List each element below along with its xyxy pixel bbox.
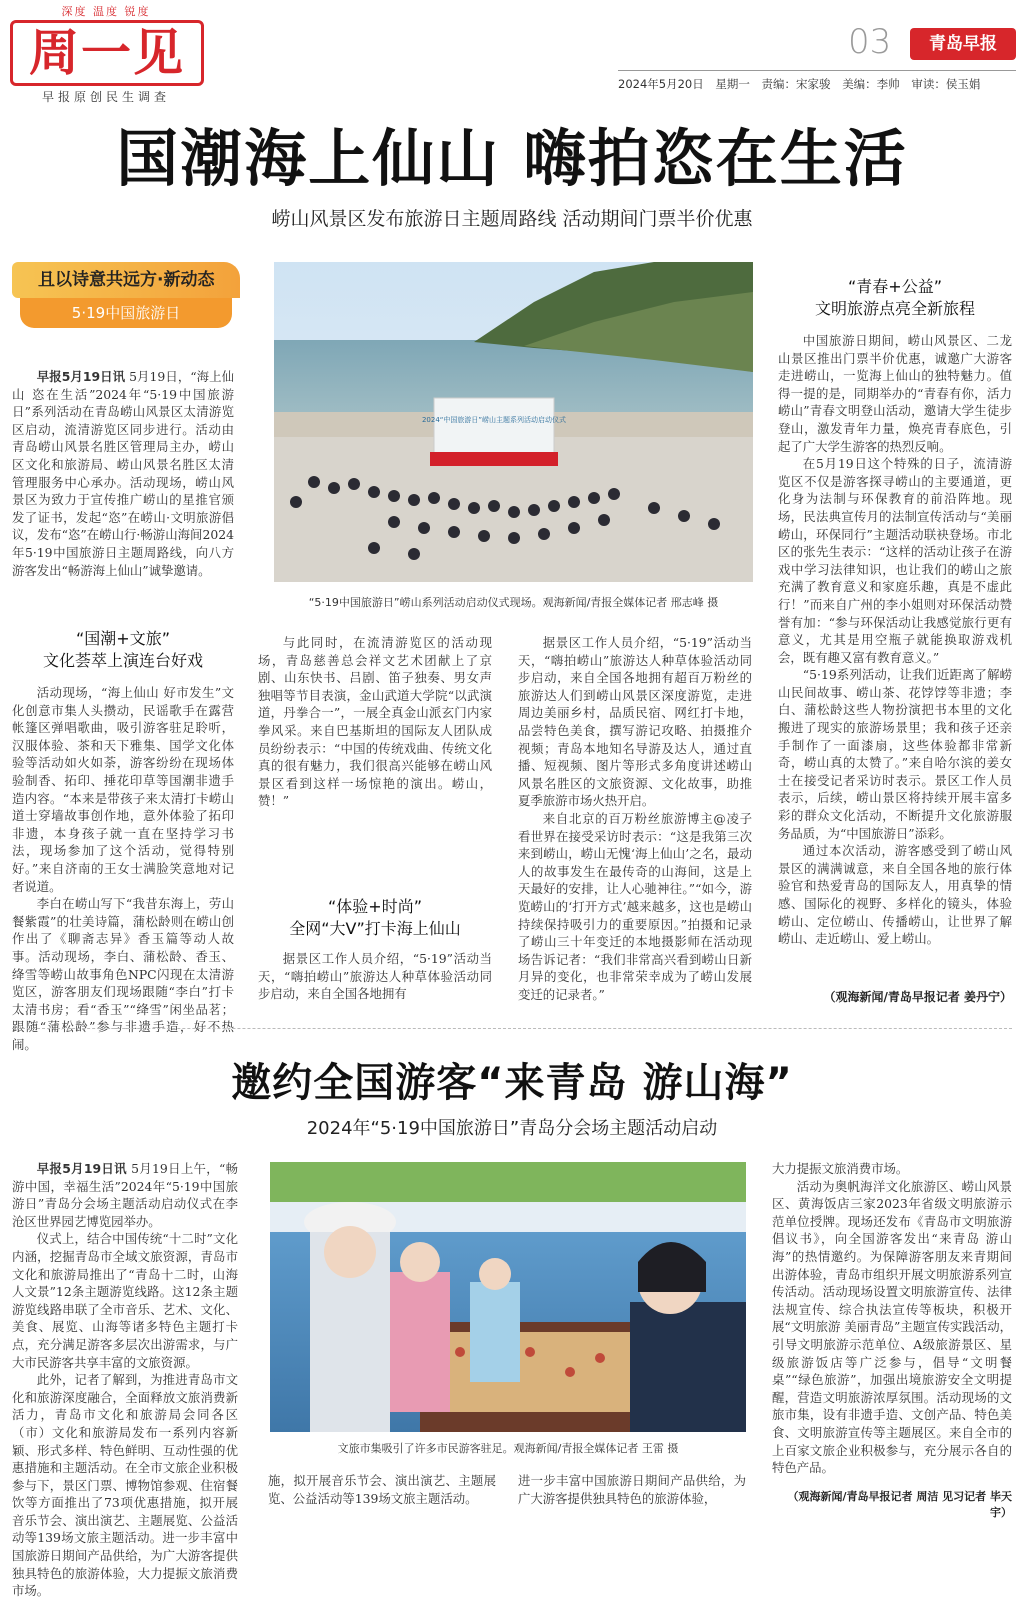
story2-byline: （观海新闻/青岛早报记者 周洁 见习记者 毕天宇） bbox=[787, 1490, 1012, 1519]
section1-text-col2 bbox=[258, 634, 492, 810]
section3-para2: 在5月19日这个特殊的日子，流清游览区不仅是游客探寻崂山的主要通道，更化身为法制与环保教育的前沿阵地。现场，民法典宣传月的法制宣传活动与“美丽崂山，环保同行”主题活动联袂登场。市北区的张先生表示：“这样的活动让孩子在游戏中学习法律知识，也让我们的崂山之旅充满了教育意义和家庭乐趣，真是不虚此行！”而来自广州的李小姐则对环保活动赞誉有加：“参与环保活动让我感觉旅行更有意义，尤其是用空瓶子就能换取游戏机会，既有趣又富有教育意义。” bbox=[778, 456, 1012, 665]
story2-lead-label: 早报5月19日讯 bbox=[36, 1161, 127, 1176]
reviewer-credit: 审读：侯玉娟 bbox=[911, 77, 981, 91]
section3-para1: 中国旅游日期间，崂山风景区、二龙山景区推出门票半价优惠，诚邀广大游客走进崂山，一览海上仙山的独特魅力。值得一提的是，同期举办的“青春有你，活力崂山”青春文明登山活动，邀请大学生徒步登山，激发青年力量，焕亮青春底色，引起了广大学生游客的热烈反响。 bbox=[778, 333, 1012, 454]
section2-para1: 据景区工作人员介绍，“5·19”活动当天，“嗨拍崂山”旅游达人种草体验活动同步启动，来自全国各地拥有超百万粉丝的旅游达人们到崂山风景区深度游览，走进周边美丽乡村，品质民宿、网红打卡地，品尝特色美食，撰写游记攻略、拍摄推介视频；青岛本地知名导游及达人，通过直播、短视频、图片等形式多角度讲述崂山风景名胜区的文旅资源、文化故事，助推夏季旅游市场火热开启。 bbox=[518, 635, 752, 809]
section2-title-line2: 全网“大V”打卡海上仙山 bbox=[289, 919, 461, 938]
story2-para4: 活动为奥帆海洋文化旅游区、崂山风景区、黄海饭店三家2023年省级文明旅游示范单位授牌。现场还发布《青岛市文明旅游倡议书》，向全国游客发出“来青岛 游山海”的热情邀约。为保障游客朋友来青期间出游体验，青岛市组织开展文明旅游系列宣传活动。活动现场设置文明旅游宣传、法律法规宣传、综合执法宣传等板块，积极开展“文明旅游 美丽青岛”主题宣传实践活动，引导文明旅游示范单位、A级旅游景区、星级旅游饭店等广泛参与，倡导“文明餐桌”“绿色旅游”，加强出境旅游安全文明提醒，营造文明旅游浓厚氛围。活动现场的文旅市集，设有非遗手造、文创产品、特色美食、文明旅游宣传等主题展区。来自全市的上百家文旅企业积极参与，充分展示各自的特色产品。 bbox=[772, 1178, 1012, 1476]
story2-photo-caption: 文旅市集吸引了许多市民游客驻足。观海新闻/青报全媒体记者 王雷 摄 bbox=[337, 1442, 679, 1455]
paper-logo-icon: 青岛早报 bbox=[910, 28, 1016, 60]
section2-title bbox=[258, 896, 492, 940]
story2-headline: 邀约全国游客“来青岛 游山海” bbox=[231, 1060, 793, 1106]
section1-title bbox=[12, 628, 234, 672]
story2-subhead: 2024年“5·19中国旅游日”青岛分会场主题活动启动 bbox=[306, 1118, 718, 1139]
stage-banner-text: 2024“中国旅游日”崂山主题系列活动启动仪式 bbox=[421, 416, 567, 424]
section2-para1-start: 据景区工作人员介绍，“5·19”活动当天，“嗨拍崂山”旅游达人种草体验活动同步启动，来自全国各地拥有 bbox=[258, 951, 492, 1002]
section1-para1: 活动现场，“海上仙山 好市发生”文化创意市集人头攒动，民谣歌手在露营帐篷区弹唱歌曲，吸引游客驻足聆听，汉服体验、茶和天下雅集、国学文化体验等活动如火如荼，游客纷纷在现场体验制香、拓印、捶花印草等国潮非遗手造内容。“本来是带孩子来太清打卡崂山道士穿墙故事创作地，意外体验了拓印非遗，本身孩子就一直在坚持学习书法，现场参加了这个活动，觉得特别好。”来自济南的王女士满脸笑意地对记者说道。 bbox=[12, 685, 234, 894]
section2-para2: 来自北京的百万粉丝旅游博主@凌子看世界在接受采访时表示：“这是我第三次来到崂山，崂山无愧‘海上仙山’之名，最动人的故事发生在最传奇的山海间，这是上天最好的安排，让人心驰神往。”“如今，游览崂山的‘打开方式’越来越多，这也是崂山持续保持吸引力的重要原因。”拍摄和记录了崂山三十年变迁的本地摄影师在活动现场告诉记者：“我们非常高兴看到崂山日新月异的变化，也非常荣幸成为了崂山发展变迁的记录者。” bbox=[518, 810, 752, 1002]
section3-text bbox=[778, 332, 1012, 988]
story2-col3-text: 进一步丰富中国旅游日期间产品供给，为广大游客提供独具特色的旅游体验， bbox=[518, 1473, 746, 1506]
section3-para3: “5·19系列活动，让我们近距离了解崂山民间故事、崂山茶、花饽饽等非遗；李白、蒲松龄这些人物扮演把书本里的文化搬进了现实的旅游场景里；我和孩子还亲手制作了一面漆扇，这些体验都非常新奇，崂山真的太赞了。”来自哈尔滨的姜女士在接受记者采访时表示。景区工作人员表示，后续，崂山景区将持续开展丰富多彩的群众文化活动，不断提升文化旅游服务品质，为“中国旅游日”添彩。 bbox=[778, 667, 1012, 841]
story2-col2 bbox=[268, 1472, 496, 1522]
story1-subhead: 崂山风景区发布旅游日主题周路线 活动期间门票半价优惠 bbox=[271, 208, 753, 230]
story1-byline: （观海新闻/青岛早报记者 姜丹宁） bbox=[823, 990, 1012, 1004]
story2-col3 bbox=[518, 1472, 746, 1522]
story2-photo bbox=[270, 1162, 746, 1432]
editor-credit: 责编：宋家骏 bbox=[761, 77, 831, 91]
story2-col4-lead: 大力提振文旅消费市场。 bbox=[772, 1161, 909, 1176]
section1-para2: 李白在崂山写下“我昔东海上，劳山餐紫霞”的壮美诗篇，蒲松龄则在崂山创作出了《聊斋志异》香玉篇等动人故事。活动现场，李白、蒲松龄、香玉、绛雪等崂山故事角色NPC闪现在太清游览区，游客朋友们现场跟随“李白”打卡太清书房；看“香玉”“绛雪”闲坐品茗；跟随“蒲松龄”参与非遗手造，好不热闹。 bbox=[12, 896, 234, 1052]
market-photo bbox=[270, 1162, 746, 1432]
column-subtitle: 早报原创民生调查 bbox=[41, 90, 170, 104]
column-slogan: 深度 温度 锐度 bbox=[61, 5, 151, 18]
story1-tag-bottom: 5·19中国旅游日 bbox=[20, 298, 232, 328]
section2-text-col3 bbox=[518, 634, 752, 1006]
section1-title-line1: “国潮+文旅” bbox=[76, 629, 170, 648]
story2-lead-text: 5月19日上午，“畅游中国，幸福生活”2024年“5·19中国旅游日”青岛分会场主题活动启动仪式在李沧区世界园艺博览园举办。 bbox=[12, 1161, 238, 1229]
section2-title-line1: “体验+时尚” bbox=[328, 897, 422, 916]
story2-col1 bbox=[12, 1160, 238, 1599]
story1-lead bbox=[12, 368, 234, 579]
art-editor-credit: 美编：李帅 bbox=[842, 77, 900, 91]
section3-title-line2: 文明旅游点亮全新旅程 bbox=[814, 299, 975, 318]
section3-title-line1: “青春+公益” bbox=[848, 277, 942, 296]
issue-weekday: 星期一 bbox=[715, 77, 750, 91]
header-info bbox=[618, 76, 1018, 92]
section2-text-col2 bbox=[258, 950, 492, 1006]
launch-ceremony-photo bbox=[274, 262, 753, 582]
section1-text bbox=[12, 684, 234, 1053]
header-divider bbox=[618, 70, 1016, 71]
section1-title-line2: 文化荟萃上演连台好戏 bbox=[42, 651, 203, 670]
story1-tag-top: 且以诗意共远方·新动态 bbox=[12, 262, 240, 298]
issue-date: 2024年5月20日 bbox=[618, 77, 704, 91]
page-number: 03 bbox=[848, 22, 892, 62]
section1-para3: 与此同时，在流清游览区的活动现场，青岛慈善总会祥文艺术团献上了京剧、山东快书、吕剧、笛子独奏、男女声独唱等节目表演，金山武道大学院“以武演道，丹拳合一”，一展全真金山派玄门内家拳风采。来自巴基斯坦的国际友人团队成员纷纷表示：“中国的传统戏曲、传统文化真的很有魅力，我们很高兴能够在崂山风景区看到这样一场惊艳的演出。崂山，赞！” bbox=[258, 635, 492, 809]
section3-title bbox=[778, 276, 1012, 320]
section3-para4: 通过本次活动，游客感受到了崂山风景区的满满诚意，来自全国各地的旅行体验官和热爱青岛的国际友人，用真挚的情感、国际化的视野、多样化的镜头，体验崂山、定位崂山、传播崂山，让世界了解崂山、走近崂山、爱上崂山。 bbox=[778, 843, 1012, 947]
story2-para2: 仪式上，结合中国传统“十二时”文化内涵，挖掘青岛市全域文旅资源，青岛市文化和旅游局推出了“青岛十二时，山海人文景”12条主题游览线路。这12条主题游览线路串联了全市音乐、艺术、文化、美食、展览、山海等诸多特色主题打卡点，充分满足游客多层次出游需求，与广大市民游客共享丰富的文旅资源。 bbox=[12, 1231, 238, 1370]
story2-col2-text: 施，拟开展音乐节会、演出演艺、主题展览、公益活动等139场文旅主题活动。 bbox=[268, 1473, 496, 1506]
story1-photo-caption: “5·19中国旅游日”崂山系列活动启动仪式现场。观海新闻/青报全媒体记者 邢志峰 摄 bbox=[308, 596, 719, 609]
story2-col4 bbox=[772, 1160, 1012, 1486]
lead-label: 早报5月19日讯 bbox=[36, 369, 126, 384]
story1-photo bbox=[274, 262, 753, 582]
column-logo: 周一见 bbox=[10, 20, 204, 86]
story2-para3: 此外，记者了解到，为推进青岛市文化和旅游深度融合，全面释放文旅消费新活力，青岛市文化和旅游局会同各区（市）文化和旅游局发布一系列内容新颖、形式多样、特色鲜明、互动性强的优惠措施和主题活动。在全市文旅企业积极参与下，景区门票、博物馆参观、住宿餐饮等方面推出了73项优惠措施，拟开展音乐节会、演出演艺、主题展览、公益活动等139场文旅主题活动。进一步丰富中国旅游日期间产品供给，为广大游客提供独具特色的旅游体验，大力提振文旅消费市场。 bbox=[12, 1372, 238, 1599]
lead-text: 5月19日，“海上仙山 恣在生活”2024年“5·19中国旅游日”系列活动在青岛崂山风景区太清游览区启动，流清游览区同步进行。活动由青岛崂山风景名胜区管理局主办，崂山区文化和旅游局、崂山风景名胜区太清管理服务中心承办。活动现场，崂山风景区为致力于宣传推广崂山的星推官颁发了证书，发起“恣”在崂山·文明旅游倡议，发布“恣”在崂山行·畅游山海间2024年5·19中国旅游日主题周路线，向八方游客发出“畅游海上仙山”诚挚邀请。 bbox=[12, 369, 234, 578]
story1-headline: 国潮海上仙山 嗨拍恣在生活 bbox=[116, 122, 908, 195]
story-divider bbox=[12, 1028, 1012, 1029]
